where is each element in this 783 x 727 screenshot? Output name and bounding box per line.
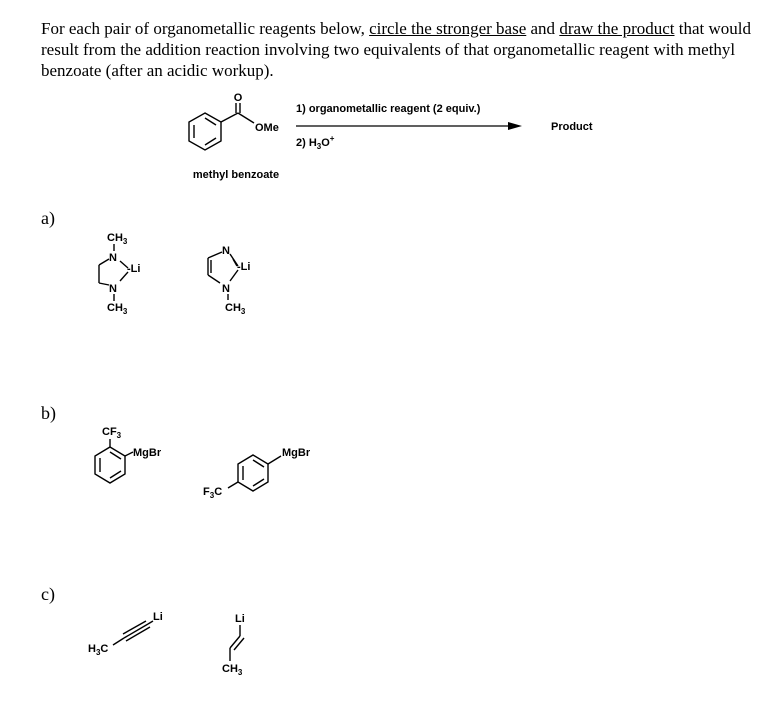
reagent-a1-imidazolidine [99,232,140,316]
carbonyl-oxygen: O [233,92,243,104]
reagent-b1-ortho-trifluoromethyl-phenylmagnesium-bromide [95,426,162,483]
reagent-a2-imidazole [208,245,250,316]
underlined-instruction-circle: circle the stronger base [369,19,527,38]
question-part-2: and [526,19,560,38]
a1-lithium: -Li [127,263,141,275]
c2-lithium: Li [235,613,245,625]
b2-mgbr: MgBr [282,447,311,459]
part-label-c: c) [41,584,55,604]
ring-carbonyl-bond [221,113,238,122]
reagent-b2-meta-trifluoromethyl-phenylmagnesium-bromide [203,447,311,500]
a2-lithium: -Li [237,261,251,273]
a2-top-nitrogen: N [222,245,230,257]
c2-methyl: $CH_3$ [222,663,243,677]
arrowhead [508,122,522,130]
reagent-c1-propynyllithium [88,611,163,657]
b1-mgbr: MgBr [133,447,162,459]
part-label-a: a) [41,208,55,228]
c1-lithium: Li [153,611,163,623]
a1-top-methyl: $CH_3$ [107,232,128,246]
b2-f3c: $F_3C$ [203,486,223,500]
ester-bond [238,113,254,123]
methyl-benzoate-label: methyl benzoate [192,169,280,181]
step-1-conditions: 1) organometallic reagent (2 equiv.) [296,103,481,115]
a2-methyl: $CH_3$ [225,302,246,316]
question-part-1: For each pair of organometallic reagents below, [41,19,370,38]
b1-cf3: $CF_3$ [102,426,122,440]
step-2-conditions: 2) $H_3O^+$ [296,134,335,151]
part-label-b: b) [41,403,56,423]
reagent-c2-propenyllithium [222,613,245,677]
ome-group: OMe [255,122,279,134]
reaction-arrow-group [296,103,593,151]
underlined-instruction-draw: draw the product [559,19,675,38]
product-label: Product [551,121,593,133]
a1-bottom-methyl: $CH_3$ [107,302,128,316]
question-part-3: that would result from the addition reaction involving two equivalents of that organometallic reagent with methyl benzoate (after an acidic workup). [41,19,751,80]
a2-bottom-nitrogen: N [222,283,230,295]
methyl-benzoate-structure [189,92,279,181]
c1-methyl: $H_3C$ [88,643,109,657]
a1-bottom-nitrogen: N [109,283,117,295]
a1-top-nitrogen: N [109,252,117,264]
